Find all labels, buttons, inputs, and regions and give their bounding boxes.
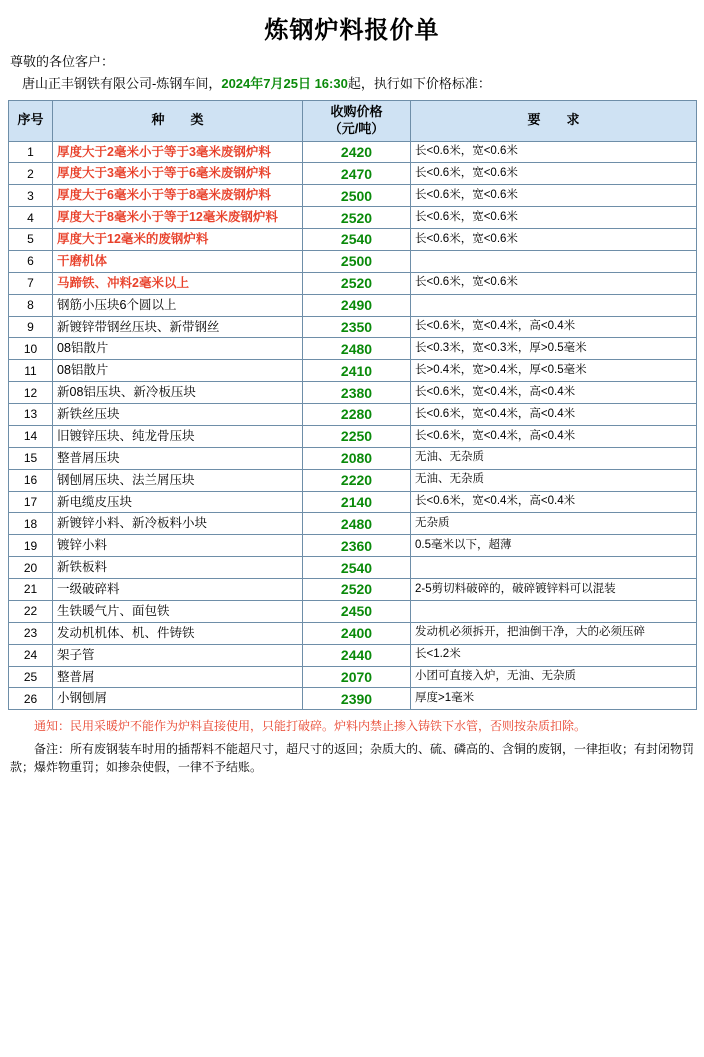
- cell-material-type: 钢刨屑压块、法兰屑压块: [53, 469, 303, 491]
- price-table: [8, 100, 697, 711]
- cell-requirement: 长<0.6米，宽<0.6米: [411, 185, 697, 207]
- company-workshop-text: 唐山正丰钢铁有限公司-炼钢车间，: [22, 76, 222, 91]
- cell-material-type: 新08铝压块、新冷板压块: [53, 382, 303, 404]
- cell-requirement: 发动机必须拆开，把油倒干净，大的必须压碎: [411, 622, 697, 644]
- cell-index: 10: [9, 338, 53, 360]
- cell-index: 6: [9, 250, 53, 272]
- cell-requirement: [411, 557, 697, 579]
- cell-material-type: 整普屑: [53, 666, 303, 688]
- cell-requirement: 长<0.6米，宽<0.4米，高<0.4米: [411, 382, 697, 404]
- cell-index: 15: [9, 447, 53, 469]
- table-row: [9, 185, 697, 207]
- cell-material-type: 厚度大于8毫米小于等于12毫米废钢炉料: [53, 207, 303, 229]
- cell-material-type: 厚度大于6毫米小于等于8毫米废钢炉料: [53, 185, 303, 207]
- cell-material-type: 新铁丝压块: [53, 404, 303, 426]
- cell-price: 2360: [303, 535, 411, 557]
- cell-price: 2350: [303, 316, 411, 338]
- cell-requirement: 长<0.6米，宽<0.4米，高<0.4米: [411, 316, 697, 338]
- table-row: [9, 644, 697, 666]
- cell-index: 3: [9, 185, 53, 207]
- cell-material-type: 干磨机体: [53, 250, 303, 272]
- cell-index: 18: [9, 513, 53, 535]
- column-header-price-line2: （元/吨）: [328, 120, 385, 136]
- cell-price: 2500: [303, 185, 411, 207]
- column-header-price: [303, 100, 411, 141]
- cell-requirement: 长<0.6米，宽<0.4米，高<0.4米: [411, 404, 697, 426]
- cell-requirement: 无杂质: [411, 513, 697, 535]
- cell-requirement: 无油、无杂质: [411, 447, 697, 469]
- cell-material-type: 一级破碎料: [53, 579, 303, 601]
- column-header-no: 序号: [9, 100, 53, 141]
- cell-requirement: 长>0.4米，宽>0.4米，厚<0.5毫米: [411, 360, 697, 382]
- table-row: [9, 622, 697, 644]
- cell-price: 2380: [303, 382, 411, 404]
- cell-price: 2520: [303, 207, 411, 229]
- table-row: [9, 360, 697, 382]
- cell-price: 2480: [303, 513, 411, 535]
- table-row: [9, 316, 697, 338]
- cell-requirement: 长<0.6米，宽<0.6米: [411, 272, 697, 294]
- cell-requirement: 长<0.6米，宽<0.6米: [411, 207, 697, 229]
- cell-requirement: 长<0.6米，宽<0.6米: [411, 163, 697, 185]
- cell-price: 2080: [303, 447, 411, 469]
- cell-index: 17: [9, 491, 53, 513]
- cell-price: 2500: [303, 250, 411, 272]
- cell-index: 16: [9, 469, 53, 491]
- table-row: [9, 579, 697, 601]
- cell-requirement: 小团可直接入炉，无油、无杂质: [411, 666, 697, 688]
- intro-suffix-text: 起，执行如下价格标准：: [347, 76, 491, 91]
- cell-material-type: 新镀锌带钢丝压块、新带钢丝: [53, 316, 303, 338]
- cell-requirement: 长<1.2米: [411, 644, 697, 666]
- cell-index: 25: [9, 666, 53, 688]
- cell-price: 2540: [303, 229, 411, 251]
- cell-price: 2520: [303, 579, 411, 601]
- cell-price: 2480: [303, 338, 411, 360]
- cell-index: 11: [9, 360, 53, 382]
- cell-material-type: 小钢刨屑: [53, 688, 303, 710]
- cell-price: 2280: [303, 404, 411, 426]
- cell-price: 2250: [303, 425, 411, 447]
- cell-requirement: [411, 250, 697, 272]
- cell-price: 2390: [303, 688, 411, 710]
- cell-index: 9: [9, 316, 53, 338]
- table-row: [9, 688, 697, 710]
- cell-index: 12: [9, 382, 53, 404]
- cell-material-type: 架子管: [53, 644, 303, 666]
- cell-index: 13: [9, 404, 53, 426]
- table-row: [9, 557, 697, 579]
- table-body: [9, 141, 697, 710]
- notice-text: 通知：民用采暖炉不能作为炉料直接使用，只能打破碎。炉料内禁止掺入铸铁下水管，否则按杂质扣除。: [34, 719, 587, 734]
- cell-material-type: 镀锌小料: [53, 535, 303, 557]
- cell-price: 2540: [303, 557, 411, 579]
- table-row: [9, 382, 697, 404]
- cell-material-type: 发动机机体、机、件铸铁: [53, 622, 303, 644]
- cell-material-type: 钢筋小压块6个圆以上: [53, 294, 303, 316]
- cell-price: 2220: [303, 469, 411, 491]
- cell-index: 1: [9, 141, 53, 163]
- cell-index: 26: [9, 688, 53, 710]
- table-row: [9, 163, 697, 185]
- table-row: [9, 338, 697, 360]
- cell-price: 2420: [303, 141, 411, 163]
- cell-requirement: 0.5毫米以下，超薄: [411, 535, 697, 557]
- table-header-row: [9, 100, 697, 141]
- cell-price: 2400: [303, 622, 411, 644]
- table-row: [9, 535, 697, 557]
- table-row: [9, 404, 697, 426]
- cell-price: 2520: [303, 272, 411, 294]
- cell-price: 2440: [303, 644, 411, 666]
- cell-material-type: 08铝散片: [53, 360, 303, 382]
- effective-datetime: 2024年7月25日 16:30: [221, 76, 348, 91]
- cell-index: 5: [9, 229, 53, 251]
- cell-index: 19: [9, 535, 53, 557]
- cell-material-type: 整普屑压块: [53, 447, 303, 469]
- cell-requirement: 2-5剪切料破碎的，破碎镀锌料可以混装: [411, 579, 697, 601]
- cell-index: 24: [9, 644, 53, 666]
- cell-material-type: 生铁暖气片、面包铁: [53, 600, 303, 622]
- table-row: [9, 600, 697, 622]
- table-row: [9, 294, 697, 316]
- cell-index: 21: [9, 579, 53, 601]
- cell-index: 8: [9, 294, 53, 316]
- table-row: [9, 250, 697, 272]
- cell-requirement: 长<0.6米，宽<0.6米: [411, 141, 697, 163]
- cell-material-type: 旧镀锌压块、纯龙骨压块: [53, 425, 303, 447]
- cell-index: 4: [9, 207, 53, 229]
- intro-line: [22, 74, 696, 94]
- table-header: [9, 100, 697, 141]
- cell-material-type: 新铁板料: [53, 557, 303, 579]
- column-header-type: 种 类: [53, 100, 303, 141]
- cell-material-type: 08铝散片: [53, 338, 303, 360]
- table-row: [9, 447, 697, 469]
- cell-material-type: 厚度大于2毫米小于等于3毫米废钢炉料: [53, 141, 303, 163]
- table-row: [9, 425, 697, 447]
- cell-price: 2070: [303, 666, 411, 688]
- table-row: [9, 141, 697, 163]
- cell-requirement: 长<0.6米，宽<0.4米，高<0.4米: [411, 425, 697, 447]
- cell-requirement: 长<0.6米，宽<0.6米: [411, 229, 697, 251]
- cell-requirement: 长<0.3米，宽<0.3米，厚>0.5毫米: [411, 338, 697, 360]
- cell-index: 7: [9, 272, 53, 294]
- cell-requirement: [411, 600, 697, 622]
- table-row: [9, 469, 697, 491]
- table-row: [9, 513, 697, 535]
- cell-requirement: 长<0.6米，宽<0.4米，高<0.4米: [411, 491, 697, 513]
- column-header-price-line1: 收购价格: [330, 104, 383, 120]
- cell-index: 2: [9, 163, 53, 185]
- cell-price: 2490: [303, 294, 411, 316]
- cell-index: 22: [9, 600, 53, 622]
- remark-text: 备注：所有废钢装车时用的插帮料不能超尺寸，超尺寸的返回；杂质大的、硫、磷高的、含铜的废钢，一律拒收；有封闭物罚款；爆炸物重罚；如掺杂使假，一律不予结账。: [10, 742, 695, 775]
- salutation-text: 尊敬的各位客户：: [10, 54, 115, 69]
- cell-index: 14: [9, 425, 53, 447]
- cell-price: 2470: [303, 163, 411, 185]
- cell-index: 20: [9, 557, 53, 579]
- cell-material-type: 新电缆皮压块: [53, 491, 303, 513]
- cell-material-type: 厚度大于3毫米小于等于6毫米废钢炉料: [53, 163, 303, 185]
- table-row: [9, 229, 697, 251]
- table-row: [9, 207, 697, 229]
- table-row: [9, 666, 697, 688]
- cell-requirement: [411, 294, 697, 316]
- table-row: [9, 272, 697, 294]
- cell-requirement: 无油、无杂质: [411, 469, 697, 491]
- cell-price: 2410: [303, 360, 411, 382]
- table-row: [9, 491, 697, 513]
- cell-material-type: 厚度大于12毫米的废钢炉料: [53, 229, 303, 251]
- cell-index: 23: [9, 622, 53, 644]
- cell-price: 2140: [303, 491, 411, 513]
- page-title: 炼钢炉料报价单: [264, 17, 440, 44]
- cell-material-type: 新镀锌小料、新冷板料小块: [53, 513, 303, 535]
- column-header-requirement: 要 求: [411, 100, 697, 141]
- cell-material-type: 马蹄铁、冲料2毫米以上: [53, 272, 303, 294]
- cell-price: 2450: [303, 600, 411, 622]
- cell-requirement: 厚度>1毫米: [411, 688, 697, 710]
